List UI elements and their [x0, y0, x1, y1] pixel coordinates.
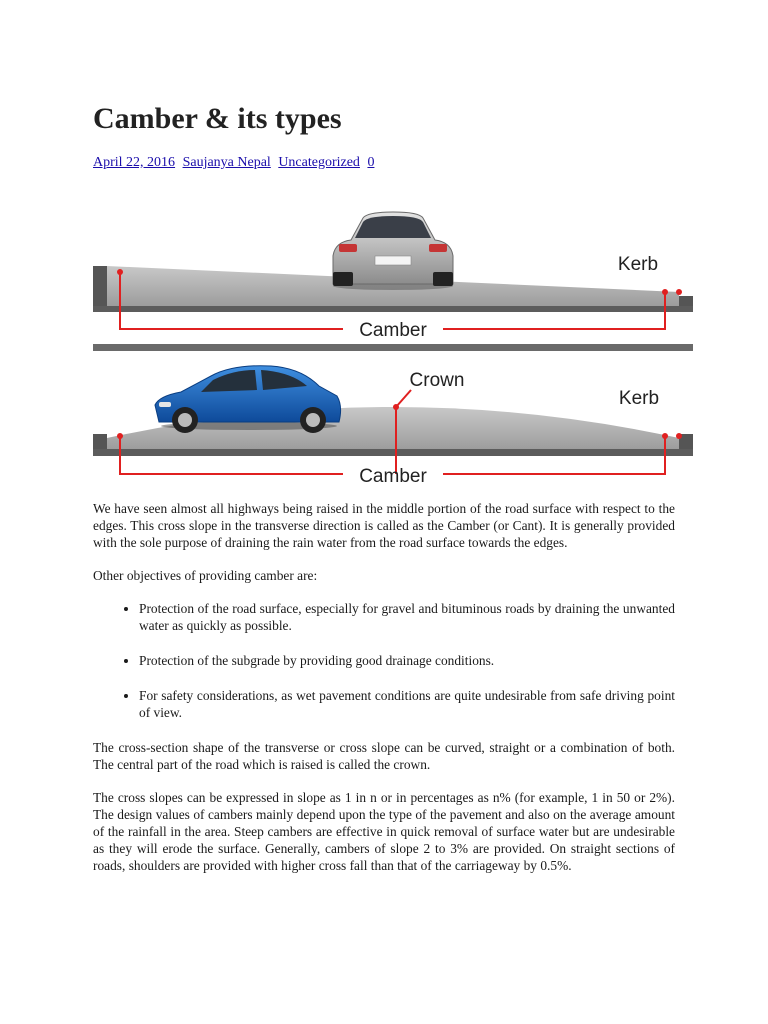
kerb-label-top: Kerb: [617, 254, 659, 275]
left-kerb: [93, 266, 107, 312]
blue-car-illustration: [155, 366, 341, 433]
objectives-list: [93, 600, 675, 721]
post-author-link[interactable]: Saujanya Nepal: [182, 155, 271, 170]
paragraph-intro: We have seen almost all highways being raised in the middle portion of the road surface with respect to the edges. This cross slope in the transverse direction is called as the Camber (or Cant). It is generally provided with the sole purpose of draining the rain water from the road surface towards the edges.: [93, 501, 675, 550]
paragraph-objectives: Other objectives of providing camber are:: [93, 568, 318, 583]
camber-diagram: [93, 200, 693, 490]
silver-car-illustration: [333, 212, 453, 290]
list-item: • For safety considerations, as wet pavement conditions are quite undesirable from safe driving point of view.: [139, 687, 675, 721]
article-body: [93, 500, 675, 890]
camber-label-bottom: Camber: [359, 466, 427, 487]
camber-label-top: Camber: [359, 320, 427, 341]
post-comments-link[interactable]: 0: [367, 155, 375, 170]
paragraph-shape: The cross-section shape of the transverse or cross slope can be curved, straight or a combination of both. The central part of the road which is raised is called the crown.: [93, 740, 675, 772]
list-item: • Protection of the subgrade by providing good drainage conditions.: [139, 652, 675, 669]
straight-camber-section: [93, 212, 693, 341]
paragraph-slopes: The cross slopes can be expressed in slope as 1 in n or in percentages as n% (for example, 1 in 50 or 2%). The design values of cambers mainly depend upon the type of the pavement and also on the average amount of the rainfall in the area. Steep cambers are effective in quick removal of surface water but are undesirable as they will erode the surface. Generally, cambers of slope 2 to 3% are provided. On straight sections of roads, shoulders are provided with higher cross fall than that of the carriageway by 0.5%.: [93, 790, 675, 873]
section-divider: [93, 344, 693, 351]
page-title: Camber & its types: [93, 102, 342, 135]
road-base: [93, 449, 693, 456]
kerb-label-bottom: Kerb: [618, 388, 660, 409]
road-base: [93, 306, 693, 312]
post-date-link[interactable]: April 22, 2016: [93, 155, 176, 170]
post-meta: [93, 155, 378, 171]
curved-camber-section: [93, 366, 693, 487]
list-item: • Protection of the road surface, especially for gravel and bituminous roads by draining the unwanted water as quickly as possible.: [139, 600, 675, 634]
crown-label: Crown: [409, 370, 465, 391]
post-category-link[interactable]: Uncategorized: [278, 155, 360, 170]
